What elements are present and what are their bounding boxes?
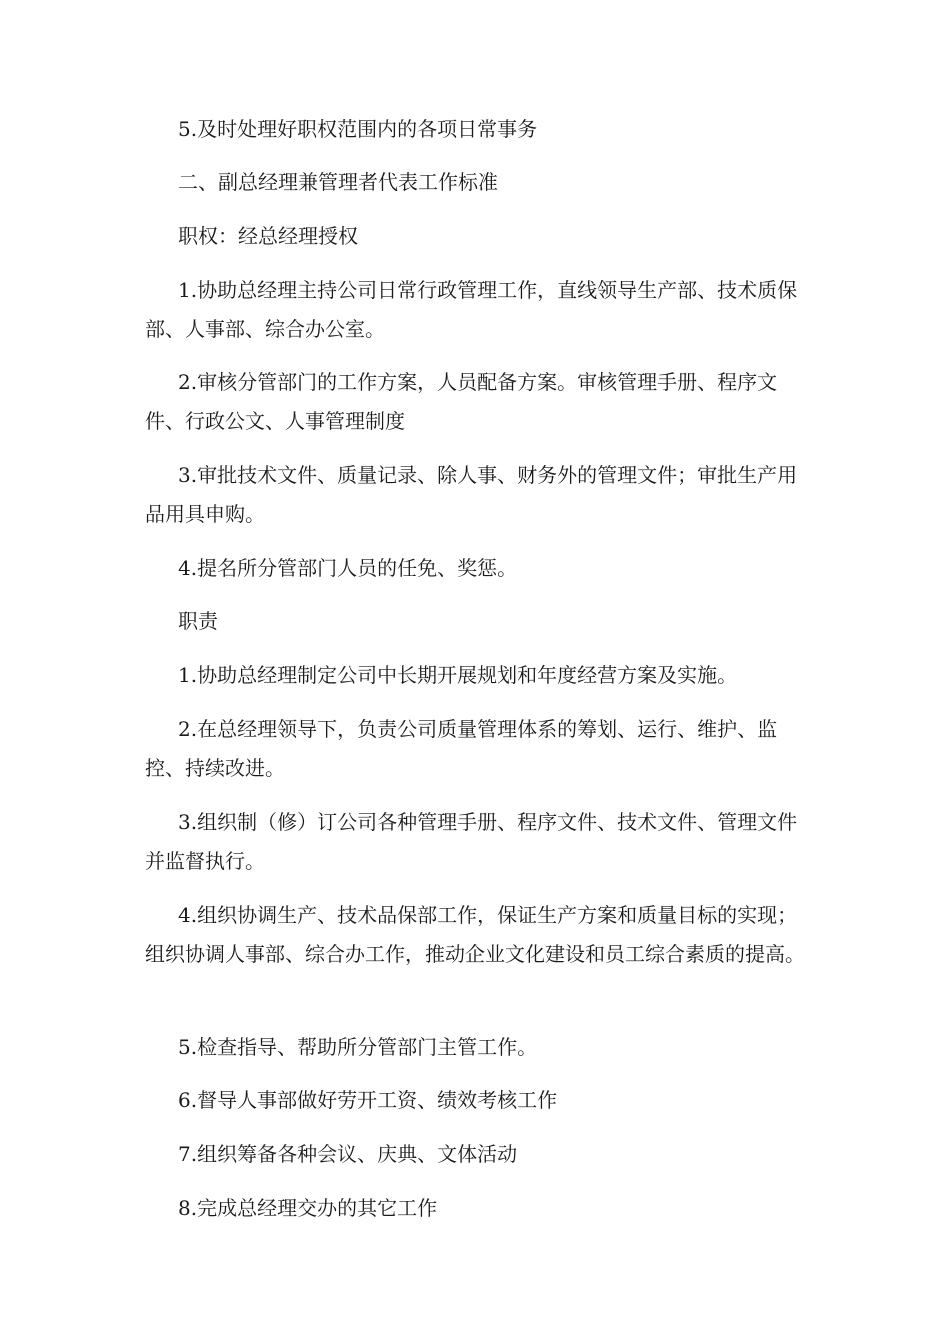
authority-item-2: 2.审核分管部门的工作方案，人员配备方案。审核管理手册、程序文件、行政公文、人事管理制度: [145, 370, 778, 433]
authority-heading: 职权：经总经理授权: [178, 224, 358, 248]
duty-item-6: 6.督导人事部做好劳开工资、绩效考核工作: [178, 1088, 558, 1112]
section-heading-deputy-gm: 二、副总经理兼管理者代表工作标准: [178, 170, 498, 194]
authority-item-4: 4.提名所分管部门人员的任免、奖惩。: [178, 556, 518, 580]
duty-item-3: 3.组织制（修）订公司各种管理手册、程序文件、技术文件、管理文件并监督执行。: [145, 810, 798, 873]
duty-item-2: 2.在总经理领导下，负责公司质量管理体系的筹划、运行、维护、监控、持续改进。: [145, 717, 778, 780]
paragraph-daily-affairs: 5.及时处理好职权范围内的各项日常事务: [178, 117, 538, 141]
duty-item-5: 5.检查指导、帮助所分管部门主管工作。: [178, 1035, 538, 1059]
duty-item-7: 7.组织筹备各种会议、庆典、文体活动: [178, 1142, 518, 1166]
authority-item-1: 1.协助总经理主持公司日常行政管理工作，直线领导生产部、技术质保部、人事部、综合办公室。: [145, 278, 798, 341]
duty-item-1: 1.协助总经理制定公司中长期开展规划和年度经营方案及实施。: [178, 663, 738, 687]
duty-item-4: 4.组织协调生产、技术品保部工作，保证生产方案和质量目标的实现；组织协调人事部、综合办工作，推动企业文化建设和员工综合素质的提高。: [145, 903, 805, 966]
authority-item-3: 3.审批技术文件、质量记录、除人事、财务外的管理文件；审批生产用品用具申购。: [145, 463, 798, 526]
duty-item-8: 8.完成总经理交办的其它工作: [178, 1196, 438, 1220]
duties-heading: 职责: [178, 609, 218, 633]
